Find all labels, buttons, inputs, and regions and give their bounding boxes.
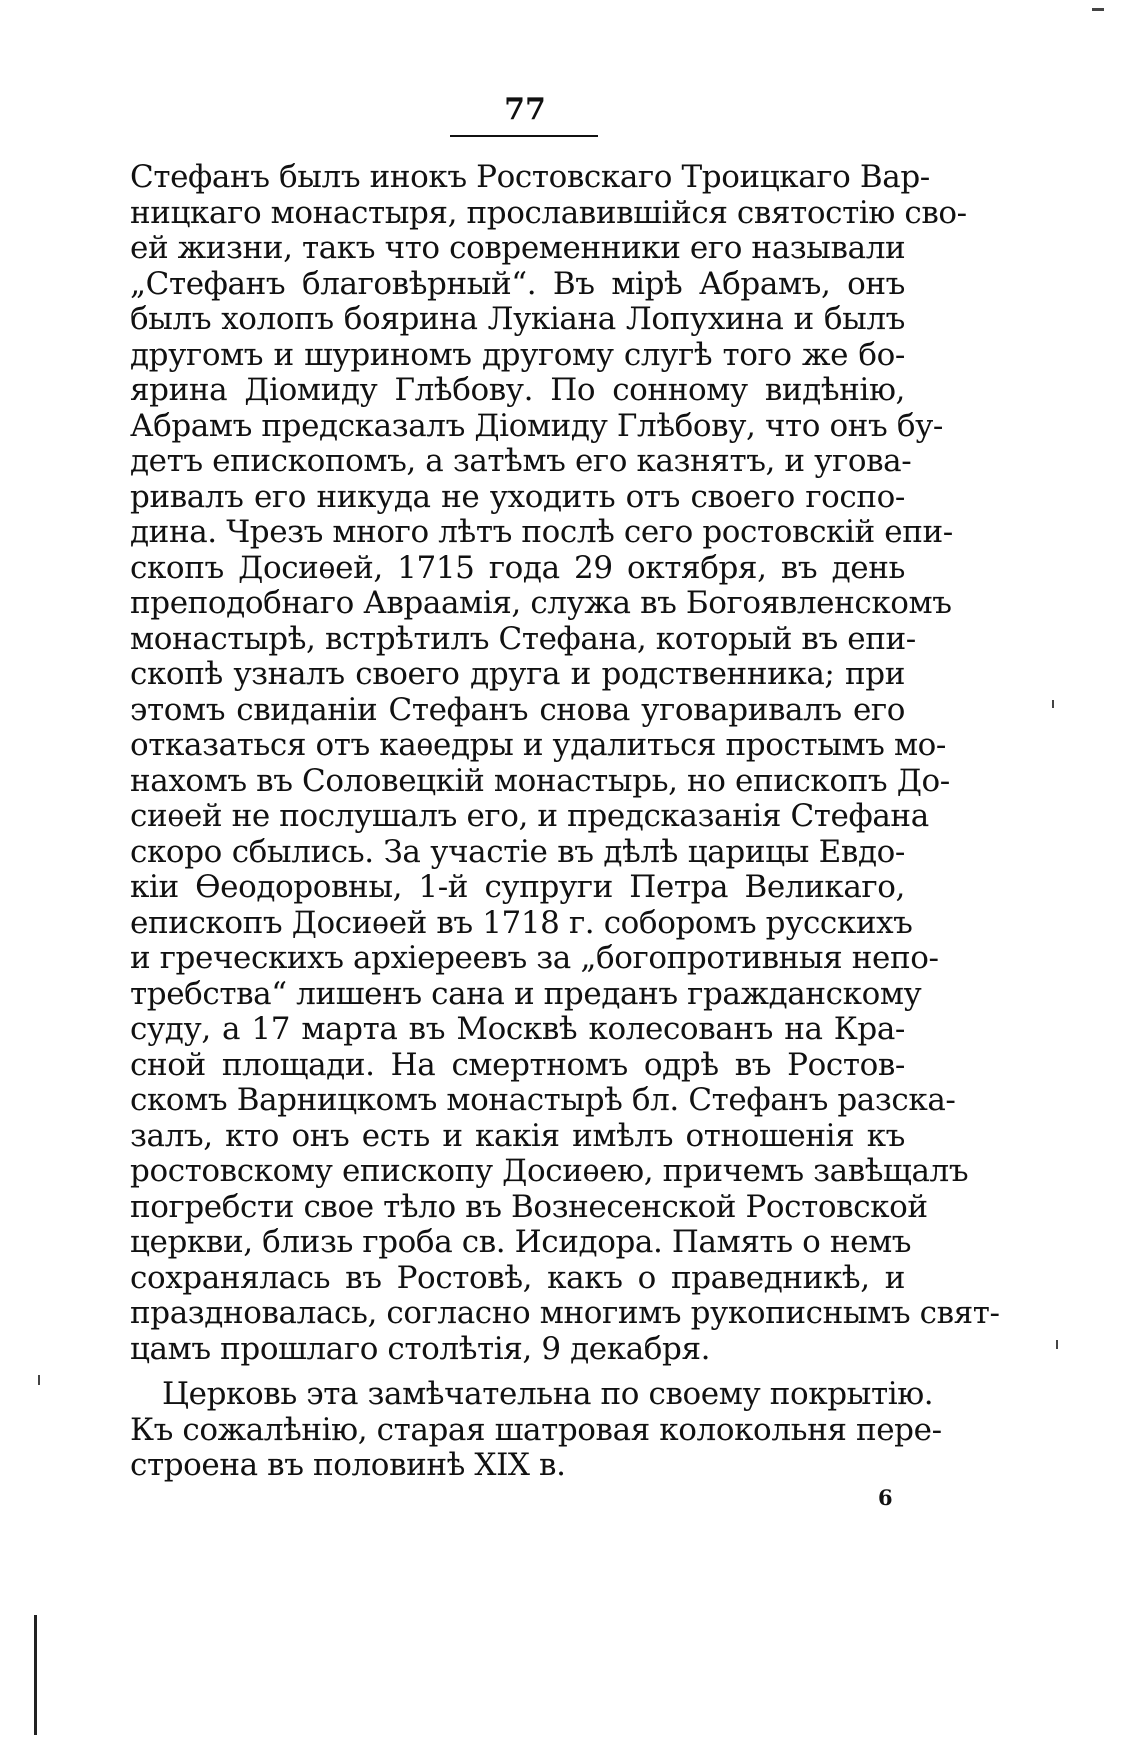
text-line: церкви, близь гроба св. Исидора. Память о немъ: [130, 1224, 912, 1260]
text-line: требства“ лишенъ сана и преданъ гражданскому: [130, 975, 922, 1012]
text-line: погребсти свое тѣло въ Вознесенской Ростовской: [130, 1188, 928, 1225]
page-number-rule: [450, 135, 598, 137]
text-line: этомъ свиданіи Стефанъ снова уговаривалъ его: [130, 691, 905, 728]
text-line: ей жизни, такъ что современники его называли: [130, 230, 906, 266]
text-line: Церковь эта замѣчательна по своему покрытію.: [162, 1376, 934, 1412]
text-line: залъ, кто онъ есть и какія имѣлъ отношенія къ: [130, 1117, 905, 1154]
text-line: епископъ Досиѳей въ 1718 г. соборомъ русскихъ: [130, 904, 913, 941]
text-line: скоро сбылись. За участіе въ дѣлѣ царицы Евдо-: [130, 833, 905, 870]
text-line: скопѣ узналъ своего друга и родственника; при: [130, 656, 905, 692]
text-line: и греческихъ архіереевъ за „богопротивныя непо-: [130, 940, 939, 976]
text-line: Абрамъ предсказалъ Діомиду Глѣбову, что онъ бу-: [130, 407, 943, 444]
text-line: ярина Діомиду Глѣбову. По сонному видѣнію,: [130, 372, 905, 408]
text-line: ривалъ его никуда не уходить отъ своего госпо-: [130, 478, 905, 515]
text-line: сохранялась въ Ростовѣ, какъ о праведникѣ, и: [130, 1259, 905, 1296]
text-line: ростовскому епископу Досиѳею, причемъ завѣщалъ: [130, 1153, 969, 1189]
page-number: 77: [504, 92, 546, 127]
speck: [38, 1375, 40, 1385]
margin-line: [34, 1615, 37, 1735]
text-line: цамъ прошлаго столѣтія, 9 декабря.: [130, 1330, 711, 1367]
paragraph: [130, 159, 1000, 1367]
speck: [1092, 8, 1104, 11]
body-text: [130, 159, 1000, 1484]
text-line: Къ сожалѣнію, старая шатровая колокольня пере-: [130, 1411, 942, 1448]
paragraph: [130, 1376, 942, 1484]
text-line: скопъ Досиѳей, 1715 года 29 октября, въ день: [130, 549, 905, 586]
text-line: праздновалась, согласно многимъ рукописнымъ свят-: [130, 1295, 1000, 1331]
text-line: суду, а 17 марта въ Москвѣ колесованъ на Кра-: [130, 1011, 905, 1047]
text-line: нахомъ въ Соловецкій монастырь, но епископъ До-: [130, 762, 950, 799]
text-line: строена въ половинѣ XIX в.: [130, 1447, 566, 1483]
text-line: Стефанъ былъ инокъ Ростовскаго Троицкаго Вар-: [130, 159, 930, 195]
text-line: сной площади. На смертномъ одрѣ въ Ростов-: [130, 1046, 905, 1083]
text-line: ницкаго монастыря, прославившійся святостію сво-: [130, 194, 967, 231]
text-line: другомъ и шуриномъ другому слугѣ того же бо-: [130, 336, 905, 373]
text-line: кіи Ѳеодоровны, 1-й супруги Петра Великаго,: [130, 869, 905, 905]
text-line: преподобнаго Авраамія, служа въ Богоявленскомъ: [130, 585, 952, 621]
text-line: сиѳей не послушалъ его, и предсказанія Стефана: [130, 798, 929, 834]
speck: [1056, 1340, 1058, 1349]
text-line: дина. Чрезъ много лѣтъ послѣ сего ростовскій епи-: [130, 514, 953, 550]
text-line: скомъ Варницкомъ монастырѣ бл. Стефанъ разска-: [130, 1082, 956, 1118]
text-line: „Стефанъ благовѣрный“. Въ мірѣ Абрамъ, онъ: [130, 265, 905, 302]
signature-mark: 6: [878, 1485, 893, 1510]
speck: [1052, 700, 1054, 708]
text-line: детъ епископомъ, а затѣмъ его казнятъ, и угова-: [130, 443, 912, 479]
text-line: монастырѣ, встрѣтилъ Стефана, который въ епи-: [130, 620, 916, 657]
text-line: былъ холопъ боярина Лукіана Лопухина и былъ: [130, 301, 905, 337]
text-line: отказаться отъ каѳедры и удалиться простымъ мо-: [130, 727, 947, 763]
